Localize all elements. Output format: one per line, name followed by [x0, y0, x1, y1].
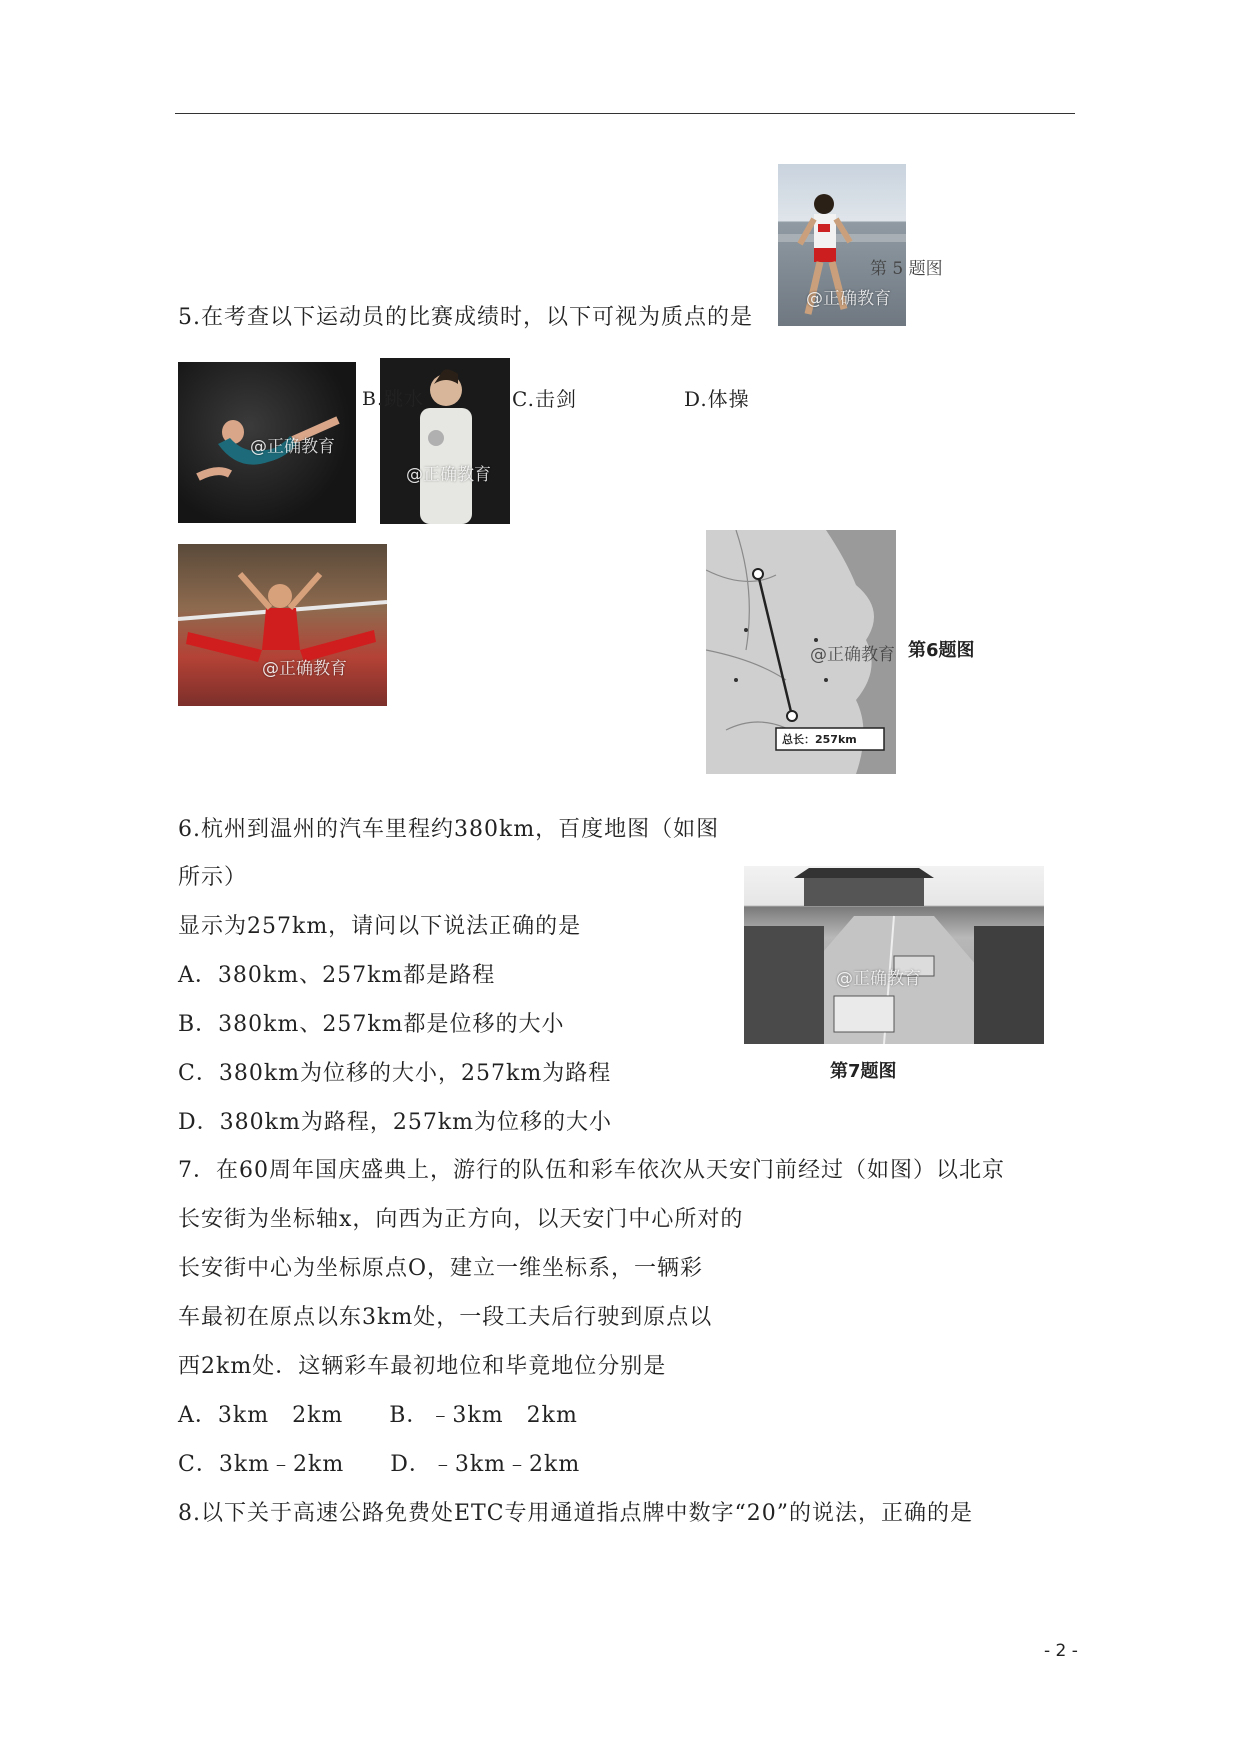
watermark: @正确教育	[810, 645, 895, 665]
q5-option-c: C.击剑	[512, 387, 577, 411]
q7-options-ab: A．3km 2km B．﹣3km 2km	[178, 1403, 578, 1428]
diver-photo	[178, 362, 356, 523]
q6-option-d: D．380km为路程，257km为位移的大小	[178, 1110, 613, 1135]
watermark: @正确教育	[836, 969, 921, 989]
header-rule	[175, 113, 1075, 114]
q6-figure-caption: 第6题图	[908, 640, 975, 661]
q6-stem-line1: 6.杭州到温州的汽车里程约380km，百度地图（如图	[178, 817, 720, 842]
gymnast-photo	[178, 544, 387, 706]
q5-figure-caption: 第 5 题图	[870, 259, 943, 279]
q7-stem-line2: 长安街为坐标轴x，向西为正方向，以天安门中心所对的	[178, 1207, 744, 1232]
watermark: @正确教育	[806, 289, 891, 309]
q7-stem-line4: 车最初在原点以东3km处，一段工夫后行驶到原点以	[178, 1305, 713, 1330]
q7-stem-line1: 7．在60周年国庆盛典上，游行的队伍和彩车依次从天安门前经过（如图）以北京	[178, 1158, 1005, 1183]
page-number: - 2 -	[1044, 1641, 1078, 1661]
q6-stem-line2: 所示）	[178, 865, 248, 890]
parade-figure	[744, 866, 1044, 1044]
map-distance-label: 总长：257km	[782, 733, 857, 746]
gymnast-figure	[178, 544, 387, 706]
watermark: @正确教育	[250, 437, 335, 457]
q6-option-b: B．380km、257km都是位移的大小	[178, 1012, 565, 1037]
q5-option-b: B.跳水	[362, 388, 425, 410]
q7-stem-line3: 长安街中心为坐标原点O，建立一维坐标系，一辆彩	[178, 1256, 704, 1281]
route-map	[706, 530, 896, 774]
q6-stem-line3: 显示为257km，请问以下说法正确的是	[178, 914, 582, 939]
q6-option-c: C．380km为位移的大小，257km为路程	[178, 1061, 612, 1086]
q7-figure-caption: 第7题图	[830, 1061, 897, 1082]
fencer-photo	[380, 358, 510, 524]
fencer-figure	[380, 358, 510, 524]
watermark: @正确教育	[406, 465, 491, 485]
watermark: @正确教育	[262, 659, 347, 679]
q5-stem: 5.在考查以下运动员的比赛成绩时，以下可视为质点的是	[178, 305, 753, 330]
parade-photo	[744, 866, 1044, 1044]
q7-options-cd: C．3km﹣2km D．﹣3km﹣2km	[178, 1452, 581, 1477]
runner-photo	[778, 164, 906, 326]
q5-option-d: D.体操	[684, 387, 750, 411]
q7-stem-line5: 西2km处．这辆彩车最初地位和毕竟地位分别是	[178, 1354, 667, 1379]
q6-option-a: A．380km、257km都是路程	[178, 963, 496, 988]
q8-stem: 8.以下关于高速公路免费处ETC专用通道指点牌中数字“20”的说法，正确的是	[178, 1501, 974, 1526]
